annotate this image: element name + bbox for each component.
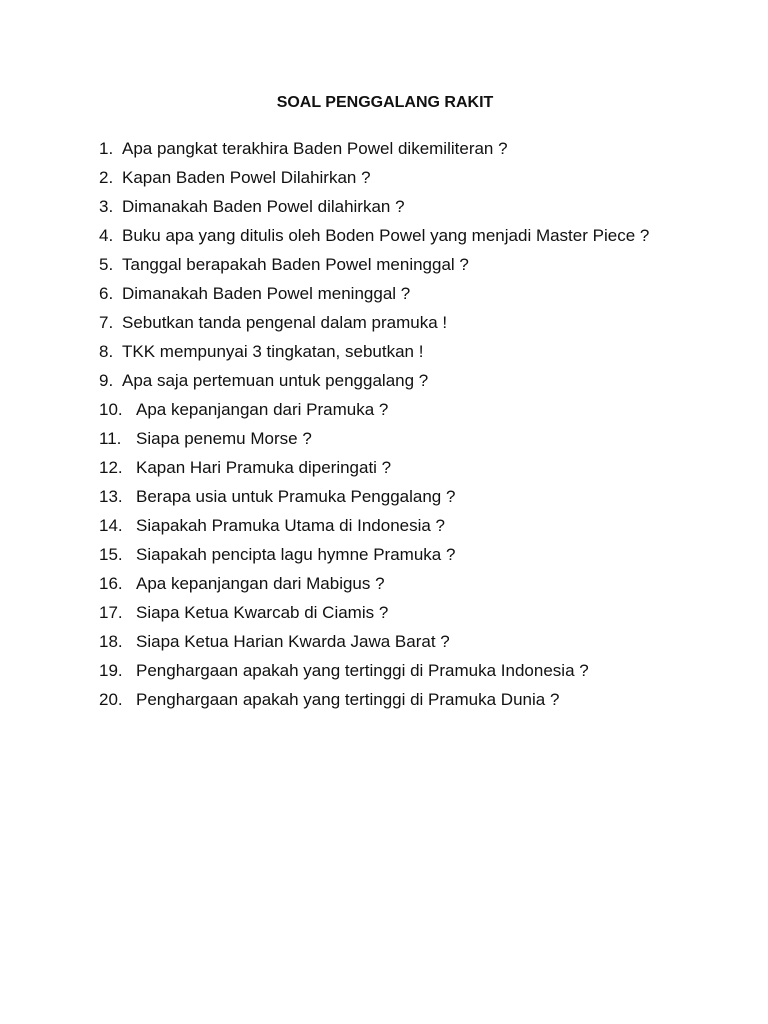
- question-text: Dimanakah Baden Powel dilahirkan ?: [122, 197, 405, 216]
- question-item: [99, 221, 691, 250]
- question-number: 2.: [99, 168, 114, 187]
- question-item: [99, 627, 691, 656]
- question-item: [99, 279, 691, 308]
- question-text: Tanggal berapakah Baden Powel meninggal ?: [122, 255, 469, 274]
- question-item: [99, 424, 691, 453]
- question-item: [99, 366, 691, 395]
- question-number: 17.: [99, 603, 123, 622]
- question-number: 8.: [99, 342, 114, 361]
- question-item: [99, 598, 691, 627]
- question-number: 6.: [99, 284, 114, 303]
- question-text: Penghargaan apakah yang tertinggi di Pramuka Dunia ?: [136, 690, 560, 709]
- question-text: Kapan Hari Pramuka diperingati ?: [136, 458, 392, 477]
- question-number: 5.: [99, 255, 114, 274]
- question-number: 13.: [99, 487, 123, 506]
- question-text: Kapan Baden Powel Dilahirkan ?: [122, 168, 371, 187]
- question-item: [99, 656, 691, 685]
- question-text: Penghargaan apakah yang tertinggi di Pramuka Indonesia ?: [136, 661, 589, 680]
- question-item: [99, 134, 691, 163]
- question-text: Siapakah pencipta lagu hymne Pramuka ?: [136, 545, 456, 564]
- document-title: SOAL PENGGALANG RAKIT: [276, 94, 494, 111]
- question-text: Siapa Ketua Harian Kwarda Jawa Barat ?: [136, 632, 450, 651]
- question-item: [99, 453, 691, 482]
- question-text: Apa pangkat terakhira Baden Powel dikemiliteran ?: [122, 139, 508, 158]
- question-item: [99, 511, 691, 540]
- question-text: Sebutkan tanda pengenal dalam pramuka !: [122, 313, 448, 332]
- question-item: [99, 192, 691, 221]
- question-text: Siapa penemu Morse ?: [136, 429, 312, 448]
- question-item: [99, 337, 691, 366]
- question-text: Dimanakah Baden Powel meninggal ?: [122, 284, 411, 303]
- question-item: [99, 569, 691, 598]
- question-text: Apa kepanjangan dari Mabigus ?: [136, 574, 385, 593]
- question-number: 1.: [99, 139, 114, 158]
- question-text: Buku apa yang ditulis oleh Boden Powel yang menjadi Master Piece ?: [122, 226, 650, 245]
- question-number: 15.: [99, 545, 123, 564]
- question-number: 9.: [99, 371, 114, 390]
- question-number: 20.: [99, 690, 123, 709]
- question-number: 10.: [99, 400, 123, 419]
- question-item: [99, 163, 691, 192]
- question-number: 12.: [99, 458, 123, 477]
- question-text: Siapakah Pramuka Utama di Indonesia ?: [136, 516, 446, 535]
- question-text: Siapa Ketua Kwarcab di Ciamis ?: [136, 603, 389, 622]
- question-number: 19.: [99, 661, 123, 680]
- question-item: [99, 395, 691, 424]
- question-item: [99, 685, 691, 714]
- question-number: 4.: [99, 226, 114, 245]
- question-number: 18.: [99, 632, 123, 651]
- question-text: Berapa usia untuk Pramuka Penggalang ?: [136, 487, 456, 506]
- question-item: [99, 308, 691, 337]
- question-list: [99, 134, 691, 714]
- question-number: 11.: [99, 429, 122, 448]
- question-item: [99, 482, 691, 511]
- question-number: 16.: [99, 574, 123, 593]
- question-item: [99, 250, 691, 279]
- question-text: Apa saja pertemuan untuk penggalang ?: [122, 371, 429, 390]
- question-number: 14.: [99, 516, 123, 535]
- question-text: Apa kepanjangan dari Pramuka ?: [136, 400, 389, 419]
- question-text: TKK mempunyai 3 tingkatan, sebutkan !: [122, 342, 424, 361]
- question-number: 7.: [99, 313, 114, 332]
- question-item: [99, 540, 691, 569]
- question-number: 3.: [99, 197, 114, 216]
